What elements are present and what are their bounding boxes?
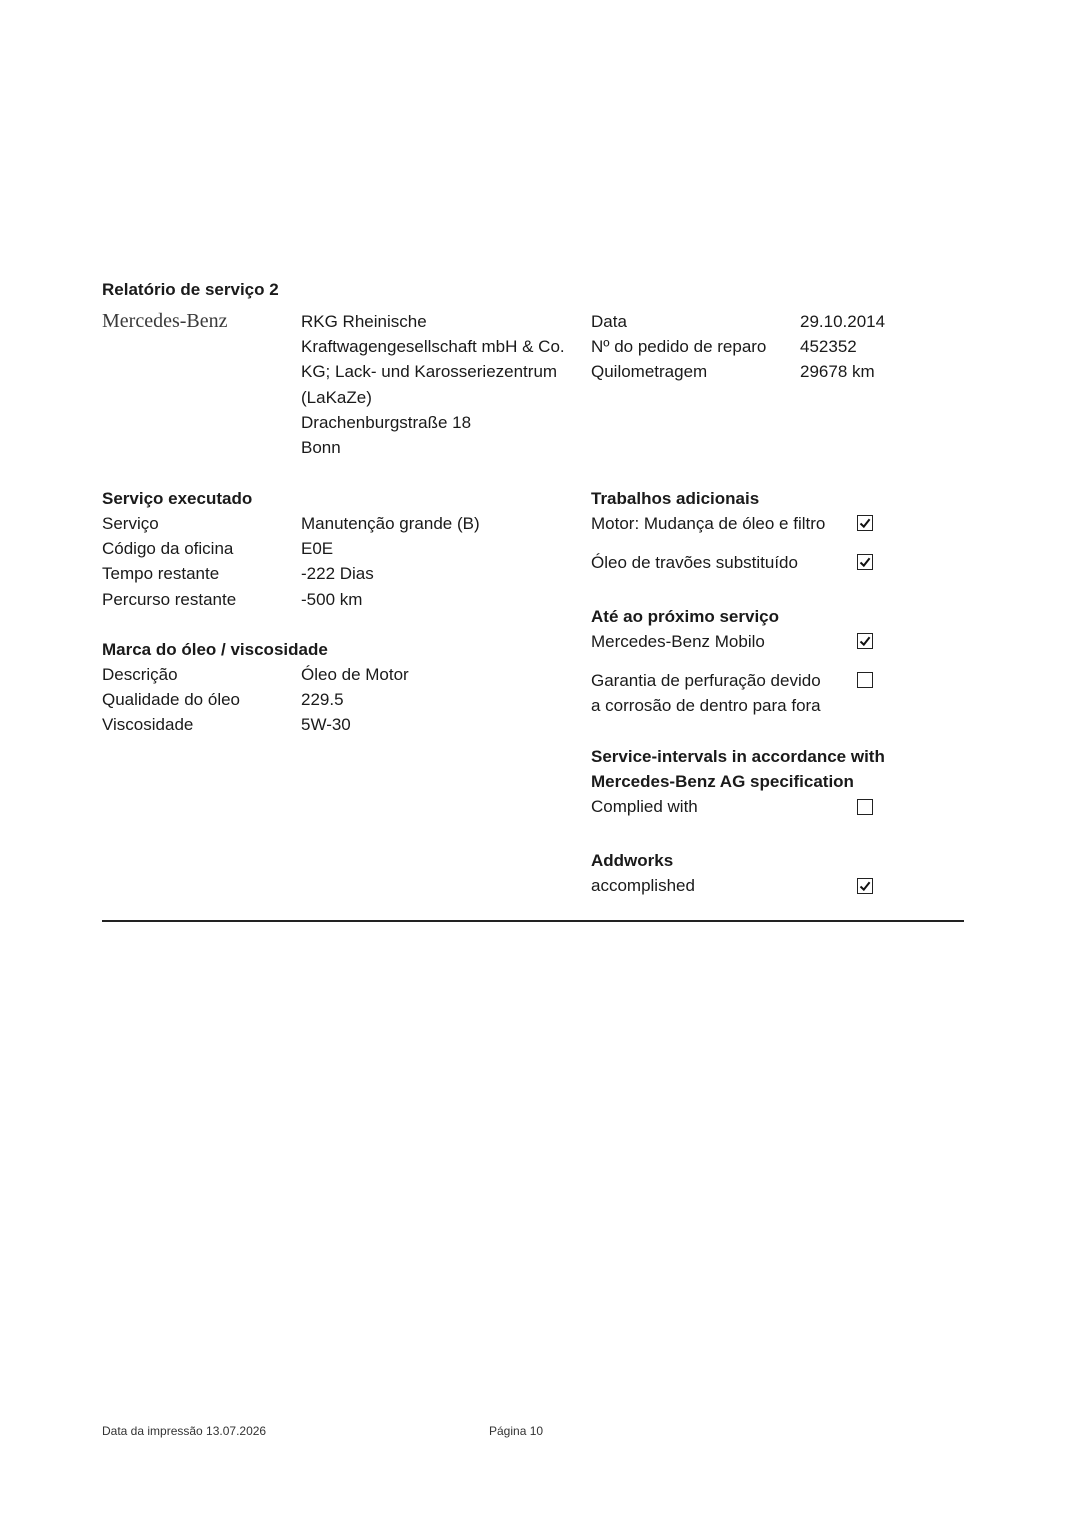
- meta-values: [800, 309, 885, 385]
- oil-labels: [102, 662, 240, 738]
- oil-values: [301, 662, 409, 738]
- service-value: Manutenção grande (B): [301, 514, 480, 533]
- page-number: Página 10: [489, 1424, 544, 1438]
- repair-order-value: 452352: [800, 337, 857, 357]
- checkmark-icon: [859, 556, 871, 568]
- dealer-address: [301, 309, 565, 460]
- corrosion-warranty-checkbox[interactable]: [857, 672, 873, 688]
- oil-description-label: Descrição: [102, 665, 178, 684]
- oil-viscosity-value: 5W-30: [301, 715, 351, 735]
- oil-heading: Marca do óleo / viscosidade: [102, 640, 328, 659]
- mobilo-checkbox[interactable]: [857, 633, 873, 649]
- date-label: Data: [591, 312, 627, 331]
- service-executed-heading: Serviço executado: [102, 489, 253, 508]
- remaining-time-value: -222 Dias: [301, 564, 374, 584]
- oil-quality-label: Qualidade do óleo: [102, 690, 241, 710]
- report-title: Relatório de serviço 2: [102, 280, 279, 299]
- service-intervals-heading-line2: Mercedes-Benz AG specification: [591, 772, 854, 791]
- dealer-line: Kraftwagengesellschaft mbH & Co.: [301, 337, 565, 357]
- service-executed-labels: [102, 511, 236, 612]
- additional-work-heading: Trabalhos adicionais: [591, 489, 760, 508]
- checkmark-icon: [859, 517, 871, 529]
- oil-viscosity-label: Viscosidade: [102, 715, 194, 735]
- checkmark-icon: [859, 635, 871, 647]
- dealer-line: RKG Rheinische: [301, 312, 427, 331]
- remaining-distance-label: Percurso restante: [102, 589, 237, 609]
- print-date: Data da impressão 13.07.2026: [102, 1424, 267, 1438]
- checkmark-icon: [859, 880, 871, 892]
- dealer-line: Drachenburgstraße 18: [301, 412, 472, 432]
- dealer-line: KG; Lack- und Karosseriezentrum: [301, 362, 558, 382]
- remaining-distance-value: -500 km: [301, 589, 363, 609]
- accomplished-checkbox[interactable]: [857, 878, 873, 894]
- mileage-value: 29678 km: [800, 362, 875, 382]
- repair-order-label: Nº do pedido de reparo: [591, 337, 767, 357]
- dealer-line: Bonn: [301, 437, 341, 457]
- brake-fluid-checkbox[interactable]: [857, 554, 873, 570]
- accomplished-label: accomplished: [591, 876, 695, 895]
- corrosion-warranty-label-line1: Garantia de perfuração devido: [591, 671, 821, 690]
- service-label: Serviço: [102, 514, 159, 533]
- section-divider: [102, 920, 964, 922]
- brand-logo: Mercedes-Benz: [102, 310, 228, 332]
- meta-labels: [591, 309, 766, 385]
- dealer-line: (LaKaZe): [301, 387, 372, 407]
- corrosion-warranty-label-line2: a corrosão de dentro para fora: [591, 696, 821, 715]
- oil-description-value: Óleo de Motor: [301, 665, 409, 684]
- remaining-time-label: Tempo restante: [102, 564, 220, 584]
- workshop-code-label: Código da oficina: [102, 539, 234, 559]
- next-service-heading: Até ao próximo serviço: [591, 607, 780, 626]
- complied-with-label: Complied with: [591, 797, 698, 816]
- mobilo-label: Mercedes-Benz Mobilo: [591, 632, 765, 651]
- oil-quality-value: 229.5: [301, 690, 344, 710]
- service-executed-values: [301, 511, 480, 612]
- addworks-heading: Addworks: [591, 851, 674, 870]
- oil-filter-change-label: Motor: Mudança de óleo e filtro: [591, 514, 826, 533]
- mileage-label: Quilometragem: [591, 362, 708, 382]
- brake-fluid-label: Óleo de travões substituído: [591, 553, 798, 572]
- oil-filter-change-checkbox[interactable]: [857, 515, 873, 531]
- complied-with-checkbox[interactable]: [857, 799, 873, 815]
- date-value: 29.10.2014: [800, 312, 886, 331]
- service-intervals-heading-line1: Service-intervals in accordance with: [591, 747, 885, 766]
- workshop-code-value: E0E: [301, 539, 334, 559]
